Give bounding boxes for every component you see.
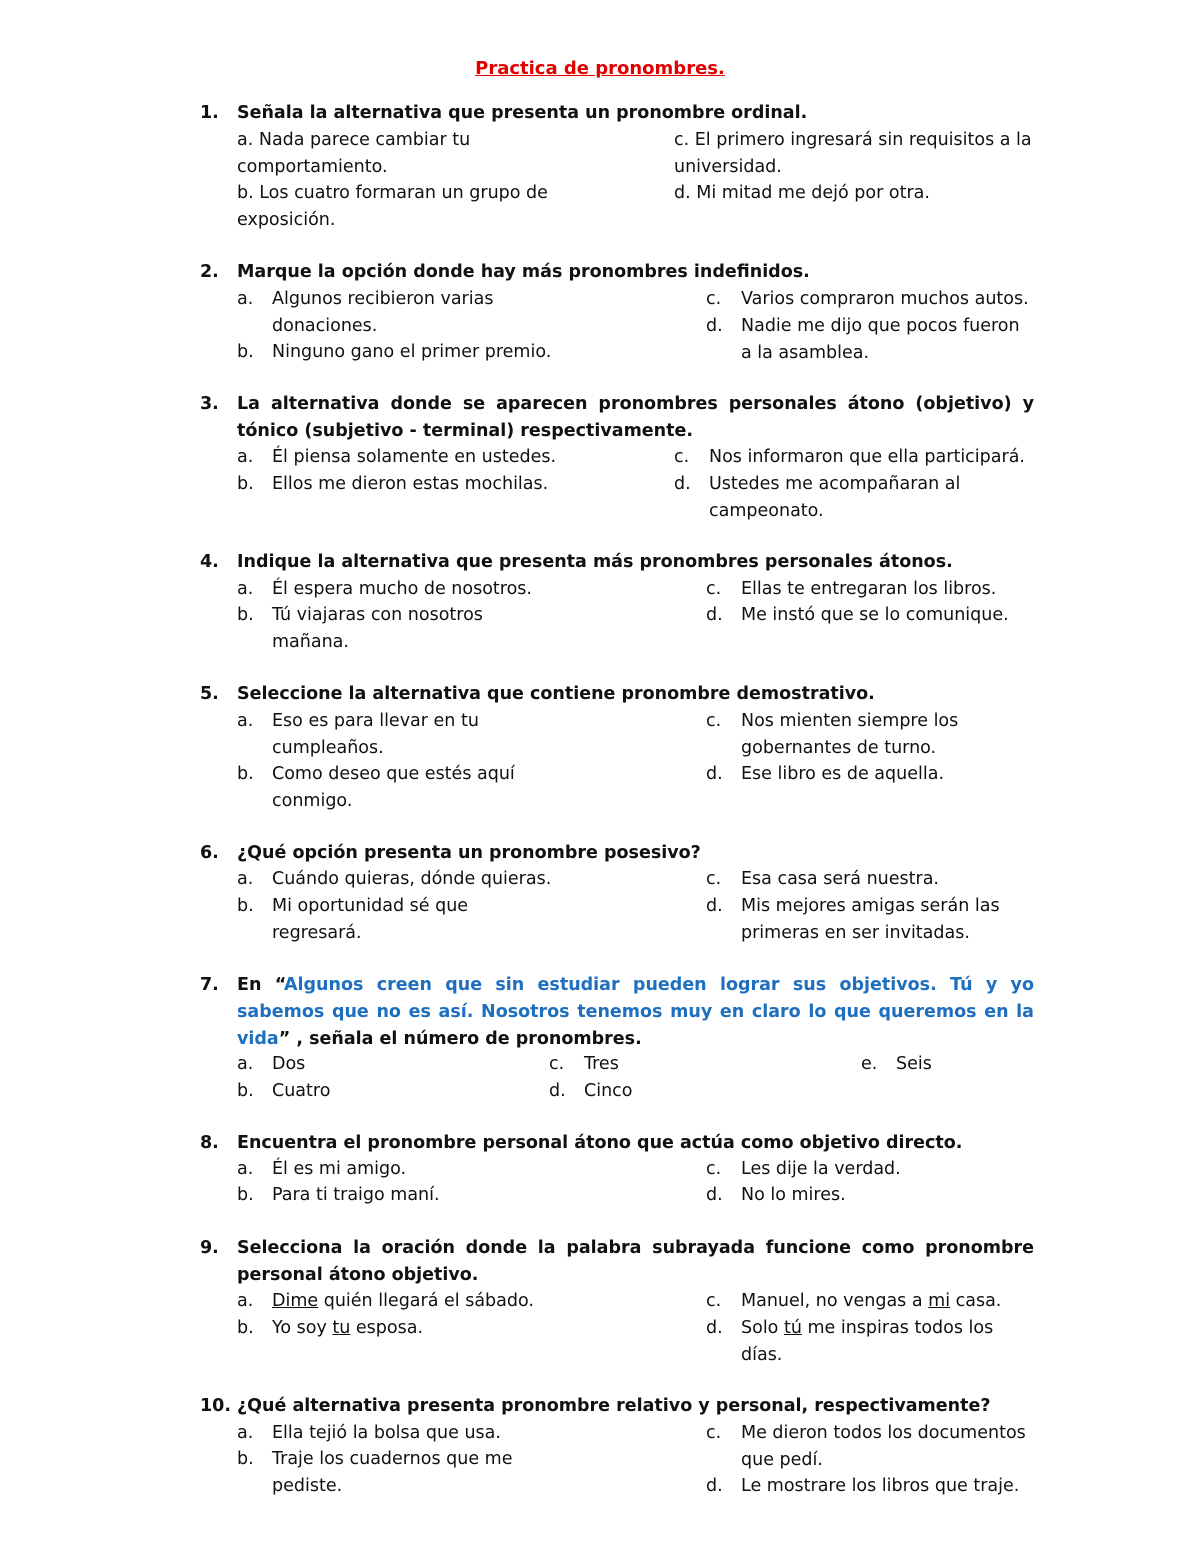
- question-text: [237, 972, 1034, 1053]
- option-letter: b.: [237, 342, 254, 362]
- option-text: Traje los cuadernos que me pediste.: [272, 1449, 513, 1496]
- option-letter: b.: [237, 474, 254, 494]
- option-letter: b.: [237, 1318, 254, 1338]
- option-text: Nos mienten siempre los gobernantes de turno.: [741, 711, 959, 758]
- option-text-rest: casa.: [950, 1291, 1002, 1311]
- option-text: Él es mi amigo.: [272, 1159, 407, 1179]
- option-text: No lo mires.: [741, 1185, 846, 1205]
- option-text: Tres: [584, 1054, 619, 1074]
- option-letter: b.: [237, 1185, 254, 1205]
- option-letter: a.: [237, 1291, 254, 1311]
- option-letter: e.: [861, 1054, 878, 1074]
- question-6: [200, 840, 1034, 867]
- question-4: [200, 549, 1034, 576]
- option-letter: c.: [706, 711, 722, 731]
- option-6a: [237, 866, 667, 893]
- option-text: Me instó que se lo comunique.: [741, 605, 1009, 625]
- option-10d: [706, 1473, 1036, 1500]
- option-letter: d.: [706, 605, 723, 625]
- option-letter: d.: [706, 764, 723, 784]
- option-letter: b.: [237, 764, 254, 784]
- option-letter: a.: [237, 711, 254, 731]
- question-number: 8.: [200, 1133, 219, 1153]
- question-number: 10.: [200, 1396, 232, 1416]
- option-letter: d.: [674, 474, 691, 494]
- option-letter: a.: [237, 1054, 254, 1074]
- option-letter: c.: [549, 1054, 565, 1074]
- option-text: Mis mejores amigas serán las primeras en ser invitadas.: [741, 896, 1000, 943]
- option-text: Ellas te entregaran los libros.: [741, 579, 997, 599]
- option-10c: [706, 1420, 1036, 1473]
- option-2d: [706, 313, 1026, 366]
- option-letter: a.: [237, 289, 254, 309]
- option-text: Él piensa solamente en ustedes.: [272, 447, 557, 467]
- question-text: Indique la alternativa que presenta más pronombres personales átonos.: [237, 552, 953, 572]
- option-1c: c. El primero ingresará sin requisitos a la universidad.: [674, 130, 1032, 177]
- option-text: Cinco: [584, 1081, 633, 1101]
- option-7e: [861, 1051, 1031, 1078]
- option-text-rest: me inspiras todos los días.: [741, 1318, 994, 1365]
- option-text: Dos: [272, 1054, 306, 1074]
- option-letter: a.: [237, 1423, 254, 1443]
- option-text-pre: Yo soy: [272, 1318, 333, 1338]
- option-7a: [237, 1051, 517, 1078]
- option-10b: [237, 1446, 537, 1499]
- question-10: [200, 1393, 1034, 1420]
- question-number: 1.: [200, 103, 219, 123]
- page-title: Practica de pronombres.: [475, 58, 725, 79]
- option-letter: c.: [706, 1291, 722, 1311]
- option-letter: d.: [706, 1476, 723, 1496]
- option-letter: a.: [237, 447, 254, 467]
- option-text: Les dije la verdad.: [741, 1159, 901, 1179]
- option-7d: [549, 1078, 829, 1105]
- option-9a: [237, 1288, 667, 1315]
- option-1d: d. Mi mitad me dejó por otra.: [674, 183, 930, 203]
- option-text: [741, 1288, 1036, 1315]
- option-text: Para ti traigo maní.: [272, 1185, 440, 1205]
- option-text: Tú viajaras con nosotros mañana.: [272, 605, 483, 652]
- option-3a: [237, 444, 667, 471]
- question-text: Señala la alternativa que presenta un pronombre ordinal.: [237, 103, 808, 123]
- question-1: [200, 100, 1034, 127]
- option-6b: [237, 893, 527, 946]
- option-text: Le mostrare los libros que traje.: [741, 1476, 1020, 1496]
- option-8b: [237, 1182, 667, 1209]
- option-letter: c.: [706, 289, 722, 309]
- option-5c: [706, 708, 1006, 761]
- question-text: Encuentra el pronombre personal átono que actúa como objetivo directo.: [237, 1133, 963, 1153]
- option-text: Ella tejió la bolsa que usa.: [272, 1423, 501, 1443]
- option-letter: d.: [549, 1081, 566, 1101]
- question-text: ¿Qué opción presenta un pronombre posesivo?: [237, 843, 701, 863]
- option-text: Esa casa será nuestra.: [741, 869, 939, 889]
- option-text: Como deseo que estés aquí conmigo.: [272, 764, 515, 811]
- option-1b: b. Los cuatro formaran un grupo de exposición.: [237, 183, 548, 230]
- option-letter: d.: [706, 1318, 723, 1338]
- question-3: [200, 391, 1034, 445]
- option-5d: [706, 761, 1036, 788]
- option-text: Él espera mucho de nosotros.: [272, 579, 532, 599]
- option-text: Cuatro: [272, 1081, 331, 1101]
- option-3d: [674, 471, 994, 524]
- option-text: Ninguno gano el primer premio.: [272, 342, 552, 362]
- option-4d: [706, 602, 1036, 629]
- option-8a: [237, 1156, 667, 1183]
- option-4a: [237, 576, 667, 603]
- option-text: Nos informaron que ella participará.: [709, 447, 1025, 467]
- option-9c: [706, 1288, 1036, 1315]
- option-7c: [549, 1051, 829, 1078]
- question-text: Marque la opción donde hay más pronombres indefinidos.: [237, 262, 810, 282]
- option-9b: [237, 1315, 667, 1342]
- question-8: [200, 1130, 1034, 1157]
- option-text-rest: esposa.: [350, 1318, 424, 1338]
- underlined-word: tú: [783, 1318, 802, 1338]
- option-letter: c.: [706, 579, 722, 599]
- option-letter: a.: [237, 869, 254, 889]
- option-letter: d.: [706, 1185, 723, 1205]
- question-number: 9.: [200, 1238, 219, 1258]
- option-text: Cuándo quieras, dónde quieras.: [272, 869, 552, 889]
- underlined-word: Dime: [272, 1291, 319, 1311]
- option-3c: [674, 444, 1054, 471]
- option-letter: c.: [706, 1159, 722, 1179]
- option-letter: c.: [706, 869, 722, 889]
- question-text: Selecciona la oración donde la palabra subrayada funcione como pronombre personal átono objetivo.: [237, 1238, 1034, 1285]
- question-9: [200, 1235, 1034, 1289]
- option-8d: [706, 1182, 1036, 1209]
- option-letter: d.: [706, 316, 723, 336]
- question-suffix: ” , señala el número de pronombres.: [278, 1029, 642, 1049]
- question-number: 6.: [200, 843, 219, 863]
- option-4c: [706, 576, 1036, 603]
- option-letter: a.: [237, 1159, 254, 1179]
- option-1a: a. Nada parece cambiar tu comportamiento.: [237, 130, 471, 177]
- option-8c: [706, 1156, 1036, 1183]
- option-text: [272, 1288, 667, 1315]
- option-9d: [706, 1315, 1006, 1368]
- option-letter: d.: [706, 896, 723, 916]
- question-number: 5.: [200, 684, 219, 704]
- question-prefix: En “: [237, 975, 284, 995]
- question-5: [200, 681, 1034, 708]
- option-6c: [706, 866, 1036, 893]
- option-text: Ellos me dieron estas mochilas.: [272, 474, 549, 494]
- underlined-word: tu: [332, 1318, 351, 1338]
- option-3b: [237, 471, 667, 498]
- question-text: La alternativa donde se aparecen pronombres personales átono (objetivo) y tónico (subjetivo - terminal) respectivamente.: [237, 394, 1034, 441]
- option-letter: c.: [674, 447, 690, 467]
- option-text: Algunos recibieron varias donaciones.: [272, 289, 494, 336]
- option-text: [741, 1315, 1006, 1368]
- option-text: Seis: [896, 1054, 932, 1074]
- option-text: Eso es para llevar en tu cumpleaños.: [272, 711, 479, 758]
- option-text-pre: Solo: [741, 1318, 784, 1338]
- option-6d: [706, 893, 1006, 946]
- question-number: 3.: [200, 394, 219, 414]
- option-text: Ese libro es de aquella.: [741, 764, 945, 784]
- option-5b: [237, 761, 567, 814]
- option-2b: [237, 339, 617, 366]
- option-4b: [237, 602, 527, 655]
- question-text: Seleccione la alternativa que contiene pronombre demostrativo.: [237, 684, 875, 704]
- option-letter: b.: [237, 896, 254, 916]
- option-letter: b.: [237, 605, 254, 625]
- option-text: Ustedes me acompañaran al campeonato.: [709, 474, 961, 521]
- option-text: Me dieron todos los documentos que pedí.: [741, 1423, 1026, 1470]
- option-text: Varios compraron muchos autos.: [741, 289, 1029, 309]
- underlined-word: mi: [928, 1291, 951, 1311]
- question-number: 4.: [200, 552, 219, 572]
- option-text: [272, 1315, 667, 1342]
- option-letter: a.: [237, 579, 254, 599]
- option-5a: [237, 708, 527, 761]
- option-letter: c.: [706, 1423, 722, 1443]
- option-text: Mi oportunidad sé que regresará.: [272, 896, 469, 943]
- option-text-pre: Manuel, no vengas a: [741, 1291, 929, 1311]
- question-2: [200, 259, 1034, 286]
- option-letter: b.: [237, 1081, 254, 1101]
- quoted-passage: Algunos creen que sin estudiar pueden lograr sus objetivos. Tú y yo sabemos que no es así. Nosotros tenemos muy en claro lo que queremos en la vida: [237, 975, 1034, 1049]
- question-text: ¿Qué alternativa presenta pronombre relativo y personal, respectivamente?: [237, 1396, 991, 1416]
- question-number: 7.: [200, 975, 219, 995]
- option-text: Nadie me dijo que pocos fueron a la asamblea.: [741, 316, 1020, 363]
- question-7: [200, 972, 1034, 1053]
- option-10a: [237, 1420, 667, 1447]
- option-2c: [706, 286, 1036, 313]
- option-2a: [237, 286, 517, 339]
- question-number: 2.: [200, 262, 219, 282]
- option-7b: [237, 1078, 517, 1105]
- option-text-rest: quién llegará el sábado.: [318, 1291, 534, 1311]
- option-letter: b.: [237, 1449, 254, 1469]
